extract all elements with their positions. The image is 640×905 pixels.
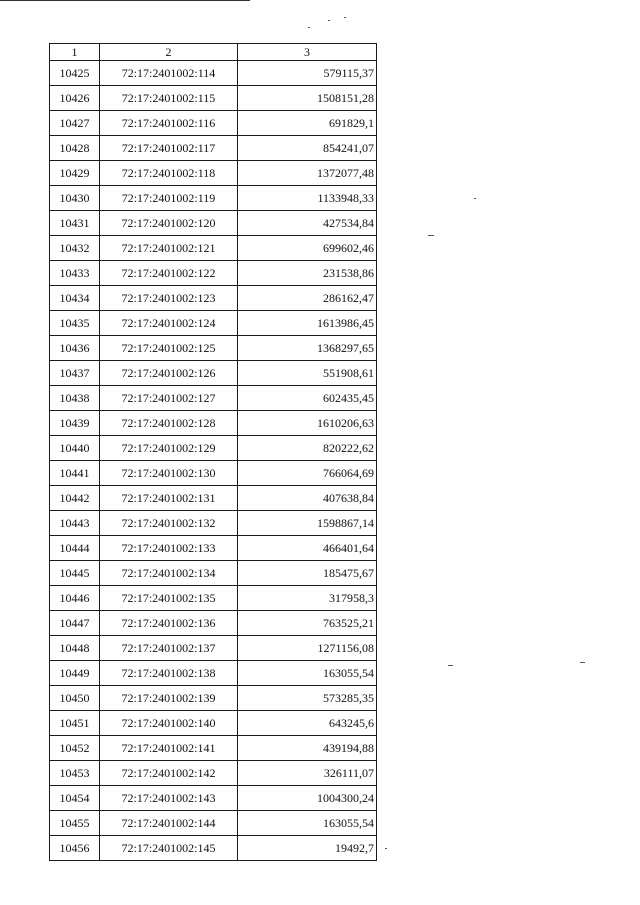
cadastral-number-cell: 72:17:2401002:126 — [100, 361, 238, 386]
row-number-cell: 10451 — [50, 711, 100, 736]
table-row — [50, 136, 377, 161]
table-row — [50, 361, 377, 386]
row-number-cell: 10441 — [50, 461, 100, 486]
scan-speck — [580, 662, 585, 663]
column-header-1: 1 — [50, 44, 100, 61]
table-row — [50, 736, 377, 761]
row-number-cell: 10447 — [50, 611, 100, 636]
cadastral-number-cell: 72:17:2401002:116 — [100, 111, 238, 136]
cadastral-number-cell: 72:17:2401002:138 — [100, 661, 238, 686]
row-number-cell: 10438 — [50, 386, 100, 411]
table-row — [50, 761, 377, 786]
table-row — [50, 411, 377, 436]
value-cell: 326111,07 — [238, 761, 377, 786]
value-cell: 407638,84 — [238, 486, 377, 511]
value-cell: 579115,37 — [238, 61, 377, 86]
row-number-cell: 10450 — [50, 686, 100, 711]
cadastral-number-cell: 72:17:2401002:144 — [100, 811, 238, 836]
value-cell: 1610206,63 — [238, 411, 377, 436]
row-number-cell: 10455 — [50, 811, 100, 836]
value-cell: 439194,88 — [238, 736, 377, 761]
row-number-cell: 10444 — [50, 536, 100, 561]
cadastral-number-cell: 72:17:2401002:130 — [100, 461, 238, 486]
value-cell: 286162,47 — [238, 286, 377, 311]
value-cell: 1004300,24 — [238, 786, 377, 811]
table-row — [50, 261, 377, 286]
cadastral-number-cell: 72:17:2401002:118 — [100, 161, 238, 186]
value-cell: 427534,84 — [238, 211, 377, 236]
row-number-cell: 10449 — [50, 661, 100, 686]
table-row — [50, 461, 377, 486]
value-cell: 163055,54 — [238, 661, 377, 686]
row-number-cell: 10445 — [50, 561, 100, 586]
value-cell: 699602,46 — [238, 236, 377, 261]
row-number-cell: 10432 — [50, 236, 100, 261]
table-row — [50, 336, 377, 361]
table-row — [50, 661, 377, 686]
cadastral-number-cell: 72:17:2401002:137 — [100, 636, 238, 661]
row-number-cell: 10425 — [50, 61, 100, 86]
column-header-3: 3 — [238, 44, 377, 61]
value-cell: 766064,69 — [238, 461, 377, 486]
row-number-cell: 10437 — [50, 361, 100, 386]
cadastral-number-cell: 72:17:2401002:142 — [100, 761, 238, 786]
row-number-cell: 10431 — [50, 211, 100, 236]
table-row — [50, 111, 377, 136]
cadastral-number-cell: 72:17:2401002:117 — [100, 136, 238, 161]
row-number-cell: 10452 — [50, 736, 100, 761]
scan-speck — [428, 235, 434, 236]
table-row — [50, 636, 377, 661]
value-cell: 1133948,33 — [238, 186, 377, 211]
value-cell: 1372077,48 — [238, 161, 377, 186]
cadastral-number-cell: 72:17:2401002:135 — [100, 586, 238, 611]
row-number-cell: 10426 — [50, 86, 100, 111]
row-number-cell: 10434 — [50, 286, 100, 311]
value-cell: 1598867,14 — [238, 511, 377, 536]
table-row — [50, 186, 377, 211]
cadastral-number-cell: 72:17:2401002:139 — [100, 686, 238, 711]
value-cell: 573285,35 — [238, 686, 377, 711]
table-row — [50, 61, 377, 86]
row-number-cell: 10435 — [50, 311, 100, 336]
value-cell: 1368297,65 — [238, 336, 377, 361]
row-number-cell: 10453 — [50, 761, 100, 786]
cadastral-number-cell: 72:17:2401002:124 — [100, 311, 238, 336]
cadastral-value-table — [49, 43, 377, 861]
table-row — [50, 161, 377, 186]
cadastral-number-cell: 72:17:2401002:140 — [100, 711, 238, 736]
value-cell: 231538,86 — [238, 261, 377, 286]
cadastral-number-cell: 72:17:2401002:127 — [100, 386, 238, 411]
cadastral-number-cell: 72:17:2401002:122 — [100, 261, 238, 286]
cadastral-number-cell: 72:17:2401002:128 — [100, 411, 238, 436]
value-cell: 317958,3 — [238, 586, 377, 611]
table-row — [50, 86, 377, 111]
cadastral-number-cell: 72:17:2401002:141 — [100, 736, 238, 761]
value-cell: 643245,6 — [238, 711, 377, 736]
value-cell: 466401,64 — [238, 536, 377, 561]
table-row — [50, 286, 377, 311]
value-cell: 820222,62 — [238, 436, 377, 461]
table-row — [50, 486, 377, 511]
table-body — [50, 61, 377, 861]
table-row — [50, 386, 377, 411]
cadastral-number-cell: 72:17:2401002:123 — [100, 286, 238, 311]
cadastral-number-cell: 72:17:2401002:125 — [100, 336, 238, 361]
scan-speck — [385, 848, 387, 849]
value-cell: 163055,54 — [238, 811, 377, 836]
cadastral-number-cell: 72:17:2401002:131 — [100, 486, 238, 511]
page-top-rule — [0, 0, 250, 1]
table-row — [50, 211, 377, 236]
table-row — [50, 561, 377, 586]
cadastral-number-cell: 72:17:2401002:120 — [100, 211, 238, 236]
row-number-cell: 10427 — [50, 111, 100, 136]
table-row — [50, 536, 377, 561]
value-cell: 185475,67 — [238, 561, 377, 586]
table-row — [50, 811, 377, 836]
value-cell: 1613986,45 — [238, 311, 377, 336]
cadastral-number-cell: 72:17:2401002:133 — [100, 536, 238, 561]
value-cell: 854241,07 — [238, 136, 377, 161]
table-row — [50, 711, 377, 736]
value-cell: 19492,7 — [238, 836, 377, 861]
row-number-cell: 10433 — [50, 261, 100, 286]
cadastral-number-cell: 72:17:2401002:114 — [100, 61, 238, 86]
value-cell: 763525,21 — [238, 611, 377, 636]
scan-speck — [328, 20, 330, 21]
table-row — [50, 586, 377, 611]
row-number-cell: 10442 — [50, 486, 100, 511]
table-row — [50, 611, 377, 636]
table-row — [50, 786, 377, 811]
value-cell: 1508151,28 — [238, 86, 377, 111]
cadastral-number-cell: 72:17:2401002:145 — [100, 836, 238, 861]
cadastral-number-cell: 72:17:2401002:143 — [100, 786, 238, 811]
table-row — [50, 836, 377, 861]
table-header-row — [50, 44, 377, 61]
value-cell: 551908,61 — [238, 361, 377, 386]
table-row — [50, 436, 377, 461]
value-cell: 602435,45 — [238, 386, 377, 411]
scan-speck — [448, 665, 453, 666]
column-header-2: 2 — [100, 44, 238, 61]
cadastral-number-cell: 72:17:2401002:132 — [100, 511, 238, 536]
table-row — [50, 236, 377, 261]
cadastral-number-cell: 72:17:2401002:121 — [100, 236, 238, 261]
row-number-cell: 10454 — [50, 786, 100, 811]
table-row — [50, 311, 377, 336]
row-number-cell: 10443 — [50, 511, 100, 536]
cadastral-number-cell: 72:17:2401002:115 — [100, 86, 238, 111]
row-number-cell: 10448 — [50, 636, 100, 661]
cadastral-number-cell: 72:17:2401002:136 — [100, 611, 238, 636]
cadastral-number-cell: 72:17:2401002:129 — [100, 436, 238, 461]
cadastral-number-cell: 72:17:2401002:134 — [100, 561, 238, 586]
table-row — [50, 511, 377, 536]
value-cell: 691829,1 — [238, 111, 377, 136]
row-number-cell: 10446 — [50, 586, 100, 611]
row-number-cell: 10439 — [50, 411, 100, 436]
scan-speck — [308, 27, 310, 28]
scan-speck — [474, 198, 476, 199]
row-number-cell: 10428 — [50, 136, 100, 161]
row-number-cell: 10430 — [50, 186, 100, 211]
table-row — [50, 686, 377, 711]
scan-speck — [344, 17, 346, 18]
row-number-cell: 10440 — [50, 436, 100, 461]
cadastral-number-cell: 72:17:2401002:119 — [100, 186, 238, 211]
row-number-cell: 10436 — [50, 336, 100, 361]
row-number-cell: 10456 — [50, 836, 100, 861]
value-cell: 1271156,08 — [238, 636, 377, 661]
row-number-cell: 10429 — [50, 161, 100, 186]
